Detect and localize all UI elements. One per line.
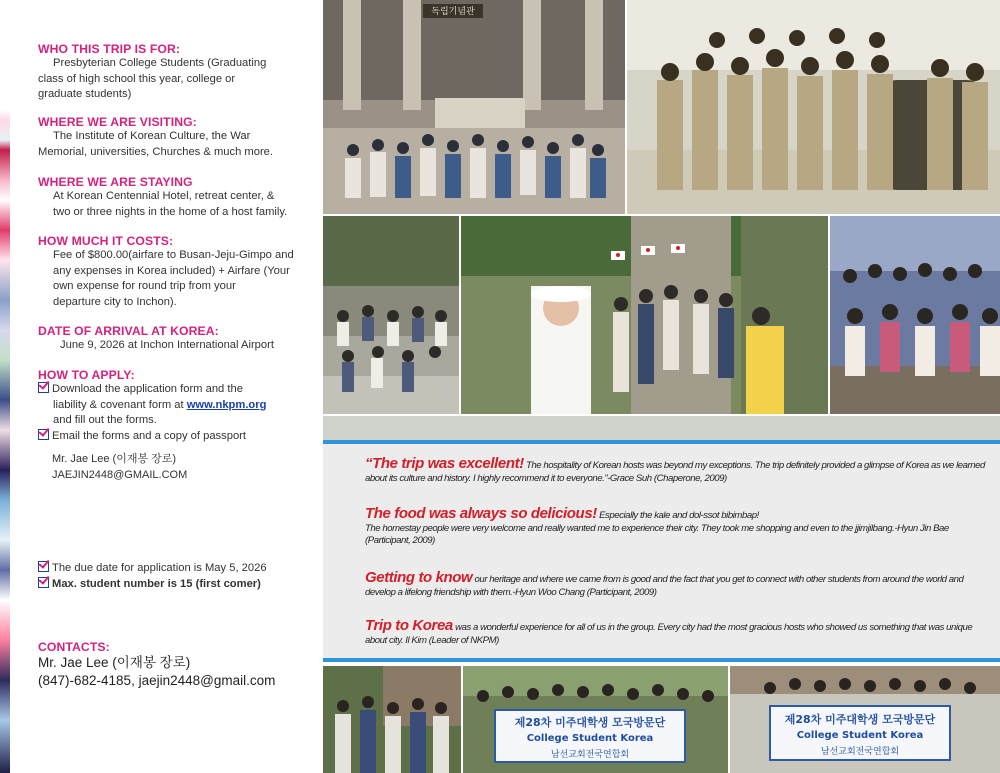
apply-contact-name: Mr. Jae Lee (이재봉 장로) <box>52 453 177 465</box>
staying-line: At Korean Centennial Hotel, retreat center, & <box>53 190 275 202</box>
testimonial-body: our heritage and where we came from is good and the fact that you get to connect with other students from around the world and develop a lifelong friendship with them.-Hyun Woo Chang (Participant, 2009) <box>365 574 964 598</box>
photo-banner-group-one <box>463 666 728 773</box>
banner-english-text: College Student Korea <box>526 733 654 744</box>
contact-name: Mr. Jae Lee (이재봉 장로) <box>38 655 191 670</box>
testimonial-headline: Getting to know <box>365 569 473 586</box>
arrival-section <box>38 324 318 354</box>
checkbox-icon <box>38 577 49 588</box>
checkbox-icon <box>38 382 49 393</box>
testimonials-panel <box>323 440 1000 662</box>
cost-line: departure city to Inchon). <box>53 295 177 308</box>
who-line: class of high school this year, college or <box>38 72 236 85</box>
building-sign: 독립기념관 <box>431 7 475 17</box>
staying-section <box>38 175 318 220</box>
banner-org-text: 남선교회전국연합회 <box>550 750 630 760</box>
contacts-section <box>38 640 318 690</box>
apply-step-two: Email the forms and a copy of passport <box>52 429 247 442</box>
cost-line: any expenses in Korea included) + Airfare (Your <box>53 264 290 277</box>
photo-banner-group-two <box>730 666 1000 773</box>
banner-korean-text: 제28차 미주대학생 모국방문단 <box>784 713 936 726</box>
testimonial-item <box>365 617 990 647</box>
cost-section <box>38 234 318 310</box>
arrival-date: June 9, 2026 at Inchon International Airport <box>60 339 274 351</box>
photo-group-garden <box>323 666 461 773</box>
arrival-heading: DATE OF ARRIVAL AT KOREA: <box>38 324 219 338</box>
decorative-color-strip <box>0 0 10 773</box>
photo-military-group <box>627 0 1000 214</box>
apply-heading: HOW TO APPLY: <box>38 368 135 382</box>
photo-street-flags <box>461 216 828 414</box>
photo-group-indoors <box>830 216 1000 414</box>
testimonial-body: The homestay people were very welcome and really wanted me to experience their city. They took me shopping and even to the jjimjilbang.-Hyun Jin Bae (Participant, 2009) <box>365 522 949 546</box>
testimonial-item <box>365 505 990 548</box>
photo-group-stairs <box>323 216 459 414</box>
apply-section <box>38 368 318 483</box>
max-students-note: Max. student number is 15 (first comer) <box>52 577 261 590</box>
testimonial-headline: Trip to Korea <box>365 617 453 634</box>
contact-phone-email: (847)-682-4185, jaejin2448@gmail.com <box>38 673 276 688</box>
banner-english-text: College Student Korea <box>796 730 924 741</box>
cost-line: Fee of $800.00(airfare to Busan-Jeju-Gimpo and <box>53 249 294 261</box>
contacts-heading: CONTACTS: <box>38 640 110 654</box>
testimonial-body: was a wonderful experience for all of us in the group. Every city had the most gracious hosts who showed us something that was unique about city. Il Kim (Leader of NKPM) <box>365 622 973 646</box>
banner-org-text: 남선교회전국연합회 <box>820 747 900 757</box>
who-line: Presbyterian College Students (Graduating <box>53 57 267 69</box>
staying-heading: WHERE WE ARE STAYING <box>38 175 193 189</box>
apply-contact-email: JAEJIN2448@GMAIL.COM <box>52 468 188 481</box>
visiting-line: Memorial, universities, Churches & much more. <box>38 145 274 158</box>
info-column <box>10 0 323 773</box>
photo-group-building <box>323 0 625 214</box>
apply-step-one: Download the application form and the <box>52 383 243 395</box>
cost-line: own expense for round trip from your <box>53 280 236 292</box>
who-section <box>38 42 318 103</box>
testimonial-item <box>365 455 990 485</box>
visiting-heading: WHERE WE ARE VISITING: <box>38 115 197 129</box>
who-line: graduate students) <box>38 88 132 100</box>
who-heading: WHO THIS TRIP IS FOR: <box>38 42 181 56</box>
visiting-line: The Institute of Korean Culture, the War <box>53 130 251 142</box>
checkbox-icon <box>38 561 49 572</box>
testimonial-headline: “The trip was excellent! <box>365 455 524 472</box>
testimonial-lead: Especially the kale and dol-ssot bibimbap! <box>596 510 759 521</box>
staying-line: two or three nights in the home of a host family. <box>53 205 288 218</box>
photo-strip-divider <box>323 416 1000 440</box>
notes-section <box>38 561 318 592</box>
testimonial-body: The hospitality of Korean hosts was beyond my exceptions. The trip definitely provided a glimpse of Korea as we learned about its culture and history. I highly recommend it to everyone.”-Grace Suh (Chaperone, 2009) <box>365 460 985 484</box>
nkpm-website-link[interactable]: www.nkpm.org <box>186 398 267 411</box>
checkbox-icon <box>38 429 49 440</box>
banner-korean-text: 제28차 미주대학생 모국방문단 <box>514 716 666 729</box>
apply-step-one-end: and fill out the forms. <box>53 414 157 426</box>
due-date-note: The due date for application is May 5, 2026 <box>52 562 267 574</box>
cost-heading: HOW MUCH IT COSTS: <box>38 234 174 248</box>
testimonial-headline: The food was always so delicious! <box>365 505 597 522</box>
testimonial-item <box>365 569 990 599</box>
apply-step-one-cont: liability & covenant form at <box>53 398 187 411</box>
visiting-section <box>38 115 318 160</box>
